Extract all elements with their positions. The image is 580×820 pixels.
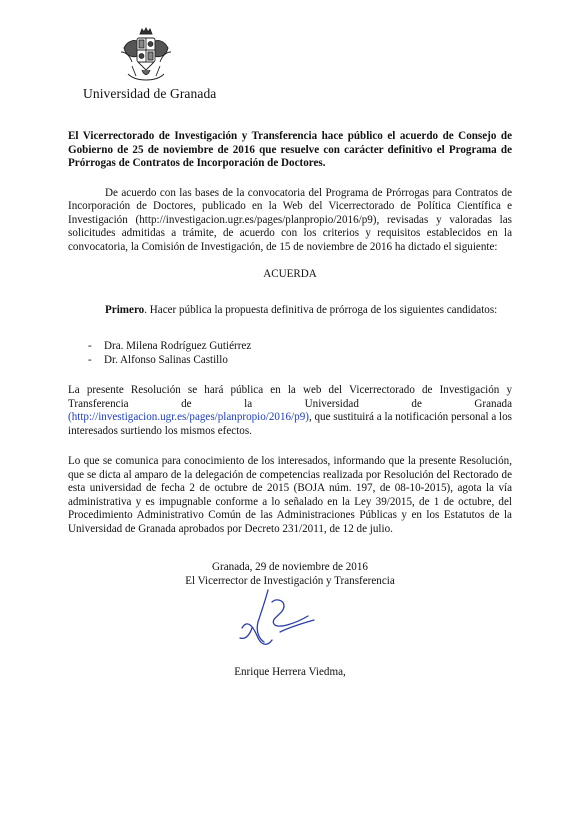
publication-line1: La presente Resolución se hará pública en la web del Vicerrectorado de Investigación y Transferencia de la Universidad de Granada: [68, 384, 512, 410]
primero-label: Primero: [105, 303, 145, 316]
closing-date: Granada, 29 de noviembre de 2016: [212, 561, 368, 573]
document-body: [68, 130, 512, 588]
signature-icon: [228, 588, 328, 650]
resolution-link[interactable]: (http://investigacion.ugr.es/pages/planpropio/2016/p9): [68, 411, 309, 423]
primero-text: . Hacer pública la propuesta definitiva de prórroga de los siguientes candidatos:: [144, 303, 498, 316]
notice-paragraph: Lo que se comunica para conocimiento de los interesados, informando que la presente Resolución, que se dicta al amparo de la delegación de competencias realizada por Resolución del Rectorado de esta universidad de fecha 2 de octubre de 2015 (BOJA núm. 197, de 08-10-2015), agota la vía administrativa y es impugnable conforme a lo señalado en la Ley 39/2015, de 1 de octubre, del Procedimiento Administrativo Común de las Administraciones Públicas y en los Estatutos de la Universidad de Granada aprobados por Decreto 231/2011, de 12 de julio.: [68, 455, 512, 535]
list-item: - Dra. Milena Rodríguez Gutiérrez: [68, 340, 512, 354]
primero-paragraph: [68, 304, 512, 318]
publication-rest: , que sustituirá a la notificación personal a los interesados surtiendo los mismos efectos.: [68, 411, 512, 437]
candidates-list: [68, 340, 512, 367]
signer-name: Enrique Herrera Viedma,: [234, 666, 346, 678]
university-crest-icon: [118, 26, 174, 84]
university-name: Universidad de Granada: [83, 86, 217, 101]
closing-block: [68, 561, 512, 588]
intro-paragraph: De acuerdo con las bases de la convocatoria del Programa de Prórrogas para Contratos de Incorporación de Doctores, publicado en la Web del Vicerrectorado de Política Científica e Investigación (http://investigacion.ugr.es/pages/planpropio/2016/p9), revisadas y valoradas las solicitudes admitidas a trámite, de acuerdo con los criterios y requisitos establecidos en la convocatoria, la Comisión de Investigación, de 15 de noviembre de 2016 ha dictado el siguiente:: [68, 186, 512, 253]
closing-role: El Vicerrector de Investigación y Transferencia: [185, 574, 395, 587]
publication-paragraph: [68, 384, 512, 438]
document-heading: El Vicerrectorado de Investigación y Transferencia hace público el acuerdo de Consejo de Gobierno de 25 de noviembre de 2016 que resuelve con carácter definitivo el Programa de Prórrogas de Contratos de Incorporación de Doctores.: [68, 130, 512, 169]
list-item: - Dr. Alfonso Salinas Castillo: [68, 354, 512, 368]
acuerda-title: ACUERDA: [263, 268, 317, 280]
